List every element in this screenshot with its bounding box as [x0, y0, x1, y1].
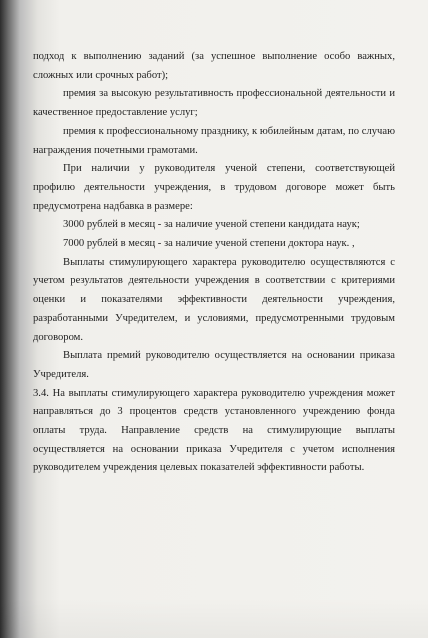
paragraph-7: Выплаты стимулирующего характера руководителю осуществляются с учетом результатов деятельности учреждения в соответствии с критериями оценки и показателями эффективности деятельности учреждения, разработанными Учредителем, и условиями, предусмотренными трудовым договором.	[33, 256, 395, 343]
paragraph-3: премия к профессиональному празднику, к юбилейным датам, по случаю награждения почетными грамотами.	[33, 125, 395, 156]
paragraph-6: 7000 рублей в месяц - за наличие ученой степени доктора наук. ,	[63, 238, 355, 250]
paragraph-1: подход к выполнению заданий (за успешное выполнение особо важных, сложных или срочных работ);	[33, 51, 395, 81]
paragraph-9: 3.4. На выплаты стимулирующего характера руководителю учреждения может направляться до 3 процентов средств установленного учреждению фонда оплаты труда. Направление средств на стимулирующие выплаты осуществляется на основании приказа Учредителя с учетом исполнения руководителем учреждения целевых показателей эффективности работы.	[33, 387, 395, 474]
paragraph-5: 3000 рублей в месяц - за наличие ученой степени кандидата наук;	[63, 219, 360, 231]
paragraph-2: премия за высокую результативность профессиональной деятельности и качественное предоставление услуг;	[33, 88, 395, 119]
paragraph-8: Выплата премий руководителю осуществляется на основании приказа Учредителя.	[33, 350, 395, 380]
document-body	[33, 48, 395, 478]
paragraph-4: При наличии у руководителя ученой степени, соответствующей профилю деятельности учреждения, в трудовом договоре может быть предусмотрена надбавка в размере:	[33, 163, 395, 212]
page-bottom-shade	[0, 598, 428, 638]
